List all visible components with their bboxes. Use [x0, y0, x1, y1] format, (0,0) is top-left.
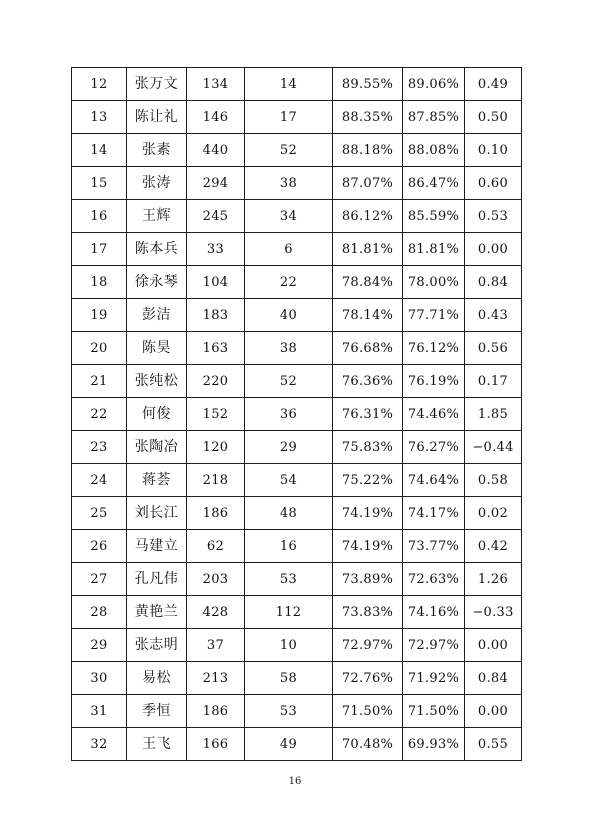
count-cell: 53 [245, 563, 333, 596]
table-row [72, 431, 522, 464]
rate-b-cell: 76.27% [403, 431, 465, 464]
table-row [72, 629, 522, 662]
diff-cell: 0.10 [465, 134, 522, 167]
count-cell: 58 [245, 662, 333, 695]
name-cell: 何俊 [127, 398, 187, 431]
rank-cell: 15 [72, 167, 127, 200]
count-cell: 53 [245, 695, 333, 728]
table-row [72, 68, 522, 101]
count-cell: 48 [245, 497, 333, 530]
diff-cell: 0.00 [465, 629, 522, 662]
rank-cell: 27 [72, 563, 127, 596]
count-cell: 36 [245, 398, 333, 431]
rank-cell: 22 [72, 398, 127, 431]
diff-cell: 0.00 [465, 233, 522, 266]
rank-cell: 30 [72, 662, 127, 695]
rate-b-cell: 88.08% [403, 134, 465, 167]
rate-a-cell: 78.14% [333, 299, 403, 332]
rank-cell: 29 [72, 629, 127, 662]
table-row [72, 266, 522, 299]
rank-cell: 16 [72, 200, 127, 233]
name-cell: 蒋荟 [127, 464, 187, 497]
rate-a-cell: 78.84% [333, 266, 403, 299]
count-cell: 16 [245, 530, 333, 563]
table-row [72, 299, 522, 332]
rate-a-cell: 89.55% [333, 68, 403, 101]
table-row [72, 167, 522, 200]
table-row [72, 728, 522, 761]
rate-a-cell: 73.83% [333, 596, 403, 629]
rank-cell: 31 [72, 695, 127, 728]
diff-cell: 1.85 [465, 398, 522, 431]
rate-a-cell: 76.36% [333, 365, 403, 398]
diff-cell: 0.00 [465, 695, 522, 728]
name-cell: 季恒 [127, 695, 187, 728]
table-row [72, 332, 522, 365]
name-cell: 徐永琴 [127, 266, 187, 299]
rank-cell: 25 [72, 497, 127, 530]
count-cell: 49 [245, 728, 333, 761]
table-body [72, 68, 522, 761]
rate-a-cell: 75.83% [333, 431, 403, 464]
table-row [72, 200, 522, 233]
table-row [72, 563, 522, 596]
diff-cell: 0.42 [465, 530, 522, 563]
total-cell: 134 [187, 68, 245, 101]
diff-cell: 0.84 [465, 266, 522, 299]
count-cell: 14 [245, 68, 333, 101]
name-cell: 孔凡伟 [127, 563, 187, 596]
rank-cell: 17 [72, 233, 127, 266]
name-cell: 陈昊 [127, 332, 187, 365]
diff-cell: 0.84 [465, 662, 522, 695]
diff-cell: 0.55 [465, 728, 522, 761]
rank-cell: 23 [72, 431, 127, 464]
rate-b-cell: 72.63% [403, 563, 465, 596]
total-cell: 37 [187, 629, 245, 662]
name-cell: 张万文 [127, 68, 187, 101]
rate-a-cell: 74.19% [333, 497, 403, 530]
diff-cell: 0.49 [465, 68, 522, 101]
diff-cell: 0.50 [465, 101, 522, 134]
rate-a-cell: 88.18% [333, 134, 403, 167]
diff-cell: 0.43 [465, 299, 522, 332]
total-cell: 440 [187, 134, 245, 167]
count-cell: 112 [245, 596, 333, 629]
rate-b-cell: 71.92% [403, 662, 465, 695]
total-cell: 33 [187, 233, 245, 266]
diff-cell: 0.17 [465, 365, 522, 398]
total-cell: 428 [187, 596, 245, 629]
table-row [72, 365, 522, 398]
total-cell: 120 [187, 431, 245, 464]
name-cell: 黄艳兰 [127, 596, 187, 629]
rate-b-cell: 74.17% [403, 497, 465, 530]
table-row [72, 596, 522, 629]
diff-cell: 0.53 [465, 200, 522, 233]
diff-cell: 1.26 [465, 563, 522, 596]
rate-b-cell: 81.81% [403, 233, 465, 266]
name-cell: 张志明 [127, 629, 187, 662]
rank-cell: 12 [72, 68, 127, 101]
rate-b-cell: 74.16% [403, 596, 465, 629]
count-cell: 6 [245, 233, 333, 266]
rank-cell: 21 [72, 365, 127, 398]
name-cell: 张素 [127, 134, 187, 167]
rate-b-cell: 76.19% [403, 365, 465, 398]
total-cell: 220 [187, 365, 245, 398]
rate-a-cell: 86.12% [333, 200, 403, 233]
table-row [72, 101, 522, 134]
total-cell: 166 [187, 728, 245, 761]
rate-a-cell: 72.97% [333, 629, 403, 662]
diff-cell: −0.33 [465, 596, 522, 629]
diff-cell: 0.02 [465, 497, 522, 530]
rate-b-cell: 74.64% [403, 464, 465, 497]
rate-a-cell: 72.76% [333, 662, 403, 695]
name-cell: 马建立 [127, 530, 187, 563]
diff-cell: 0.60 [465, 167, 522, 200]
rate-b-cell: 87.85% [403, 101, 465, 134]
total-cell: 186 [187, 497, 245, 530]
rate-b-cell: 73.77% [403, 530, 465, 563]
name-cell: 易松 [127, 662, 187, 695]
rate-b-cell: 71.50% [403, 695, 465, 728]
rate-a-cell: 76.31% [333, 398, 403, 431]
name-cell: 彭洁 [127, 299, 187, 332]
total-cell: 245 [187, 200, 245, 233]
rate-b-cell: 85.59% [403, 200, 465, 233]
count-cell: 34 [245, 200, 333, 233]
table-row [72, 134, 522, 167]
name-cell: 张纯松 [127, 365, 187, 398]
rate-a-cell: 73.89% [333, 563, 403, 596]
count-cell: 54 [245, 464, 333, 497]
total-cell: 146 [187, 101, 245, 134]
rank-cell: 24 [72, 464, 127, 497]
rank-cell: 28 [72, 596, 127, 629]
count-cell: 29 [245, 431, 333, 464]
diff-cell: 0.58 [465, 464, 522, 497]
count-cell: 10 [245, 629, 333, 662]
rate-b-cell: 86.47% [403, 167, 465, 200]
table-row [72, 530, 522, 563]
count-cell: 22 [245, 266, 333, 299]
total-cell: 183 [187, 299, 245, 332]
total-cell: 62 [187, 530, 245, 563]
table-row [72, 662, 522, 695]
rate-b-cell: 69.93% [403, 728, 465, 761]
name-cell: 王飞 [127, 728, 187, 761]
rate-a-cell: 74.19% [333, 530, 403, 563]
diff-cell: 0.56 [465, 332, 522, 365]
count-cell: 17 [245, 101, 333, 134]
rate-a-cell: 81.81% [333, 233, 403, 266]
name-cell: 刘长江 [127, 497, 187, 530]
name-cell: 张陶冶 [127, 431, 187, 464]
rate-b-cell: 77.71% [403, 299, 465, 332]
count-cell: 52 [245, 365, 333, 398]
name-cell: 王辉 [127, 200, 187, 233]
rate-b-cell: 72.97% [403, 629, 465, 662]
name-cell: 陈本兵 [127, 233, 187, 266]
table-row [72, 695, 522, 728]
rate-a-cell: 70.48% [333, 728, 403, 761]
total-cell: 163 [187, 332, 245, 365]
table-row [72, 233, 522, 266]
total-cell: 186 [187, 695, 245, 728]
page-number: 16 [288, 776, 302, 787]
total-cell: 104 [187, 266, 245, 299]
diff-cell: −0.44 [465, 431, 522, 464]
rate-b-cell: 89.06% [403, 68, 465, 101]
table-row [72, 497, 522, 530]
rate-a-cell: 87.07% [333, 167, 403, 200]
total-cell: 203 [187, 563, 245, 596]
rank-cell: 19 [72, 299, 127, 332]
rank-cell: 18 [72, 266, 127, 299]
rank-cell: 20 [72, 332, 127, 365]
rank-cell: 26 [72, 530, 127, 563]
count-cell: 38 [245, 167, 333, 200]
ranking-table [71, 67, 522, 761]
rate-b-cell: 74.46% [403, 398, 465, 431]
rank-cell: 14 [72, 134, 127, 167]
table-row [72, 464, 522, 497]
total-cell: 213 [187, 662, 245, 695]
rate-a-cell: 71.50% [333, 695, 403, 728]
rank-cell: 32 [72, 728, 127, 761]
name-cell: 张涛 [127, 167, 187, 200]
rate-a-cell: 76.68% [333, 332, 403, 365]
rate-b-cell: 76.12% [403, 332, 465, 365]
total-cell: 294 [187, 167, 245, 200]
rate-b-cell: 78.00% [403, 266, 465, 299]
total-cell: 152 [187, 398, 245, 431]
rate-a-cell: 75.22% [333, 464, 403, 497]
count-cell: 40 [245, 299, 333, 332]
count-cell: 52 [245, 134, 333, 167]
rate-a-cell: 88.35% [333, 101, 403, 134]
table-row [72, 398, 522, 431]
rank-cell: 13 [72, 101, 127, 134]
name-cell: 陈让礼 [127, 101, 187, 134]
total-cell: 218 [187, 464, 245, 497]
count-cell: 38 [245, 332, 333, 365]
